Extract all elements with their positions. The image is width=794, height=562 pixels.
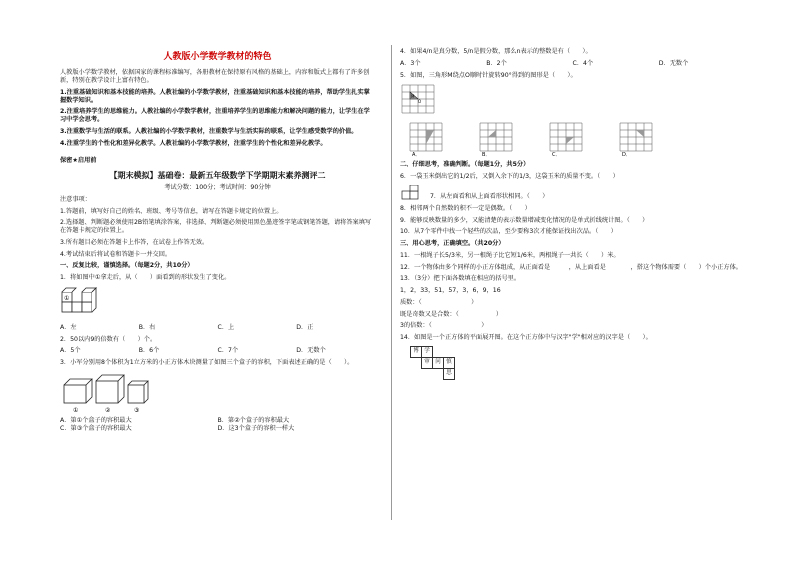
q13-numbers: 1，2，33，51，57，3，6，9，16: [400, 287, 501, 294]
q7-row: [400, 185, 745, 201]
box-label-3: ③: [134, 406, 140, 414]
note-2: 2.选择题、判断题必须使用2B铅笔填涂答案，非选择、判断题必须使用黑色墨迹签字笔或钢笔答题，请将答案填写在答题卡规定的位置上。: [60, 219, 372, 234]
q1-option-b[interactable]: B．右: [138, 323, 156, 331]
question-8: 8．相邻两个自然数的积不一定是偶数。（ ）: [400, 204, 531, 212]
column-divider: [391, 45, 392, 520]
q3-options: [60, 417, 375, 433]
q5-fig-b[interactable]: [478, 121, 518, 157]
exam-title: 【期末模拟】基础卷：最新五年级数学下学期期末素养测评二: [109, 171, 326, 180]
net-cell: 慎: [444, 357, 455, 368]
net-cell: 学: [422, 346, 433, 357]
o-label: O: [418, 99, 422, 105]
q5-fig-d[interactable]: [618, 121, 658, 157]
net-cell: 思: [444, 368, 455, 379]
left-column: [60, 48, 375, 436]
intro-paragraph: 人教版小学数学教材，依据国家的课程标准编写，各册教材在保持原有风格的基础上，内容和版式上都有了许多创新，特别在教学设计上富有特色。: [60, 69, 370, 84]
q1-cube-figure: [60, 286, 120, 322]
net-cell: 问: [433, 357, 444, 368]
question-7: 7．从左面看和从上面看形状相同。（ ）: [430, 193, 549, 200]
q13-primes[interactable]: 质数：（ ）: [400, 298, 478, 306]
q1-options: [60, 324, 375, 332]
box-label-2: ②: [105, 406, 111, 414]
section-3-heading: 三、用心思考，正确填空。（共20分）: [400, 240, 505, 247]
header-title: 人教版小学数学教材的特色: [163, 52, 272, 62]
q4-option-c[interactable]: C．4个: [572, 59, 594, 67]
fig-c-label: C．: [552, 152, 561, 158]
section-1-heading: 一、反复比较，谨慎选择。（每题2分，共10分）: [60, 262, 194, 270]
cube-net: [410, 346, 455, 380]
q2-option-b[interactable]: B．6个: [138, 347, 160, 355]
question-5: 5．如图，三角形M绕点O顺时针旋转90°得到的图形是（ ）。: [400, 71, 577, 79]
question-10: 10．从7个零件中找一个轻些的次品，至少要称3次才能保证找出次品。（ ）: [400, 228, 617, 236]
question-2: 2．50以内9的倍数有（ ）个。: [60, 335, 157, 343]
circle-1-label: ①: [64, 294, 70, 302]
q4-option-b[interactable]: B．2个: [486, 59, 507, 67]
exam-info: 考试分数：100分；考试时间：90分钟: [164, 184, 271, 191]
q7-figure: [400, 185, 430, 201]
question-4: 4．如果4/n是真分数，5/n是假分数，那么n表示的整数是有（ ）。: [400, 48, 592, 55]
note-4: 4.考试结束后将试卷和答题卡一并交回。: [60, 250, 172, 258]
q3-option-a[interactable]: A．第①个盒子的容积最大: [60, 416, 132, 424]
feature-1: 1.注重基础知识和基本技能的培养。人教社编的小学数学教材，注重基础知识和基本技能的培养，帮助学生扎实掌握数学知识。: [60, 88, 370, 104]
q13-odd-composite[interactable]: 既是奇数又是合数：（ ）: [400, 310, 503, 318]
q3-boxes: [60, 371, 150, 415]
right-column: [400, 48, 745, 380]
question-9: 9．能够反映数量的多少，又能清楚的表示数量增减变化情况的是单式折线统计图。（ ）: [400, 216, 649, 224]
q2-option-d[interactable]: D．无数个: [296, 347, 326, 355]
question-3: 3．小军分别用8个体积为1立方米的小正方体木块测量了如图三个盒子的容积，下面表述正确的是（ ）。: [60, 359, 354, 366]
fig-b-label: B．: [482, 152, 491, 158]
q5-option-figures: [408, 121, 745, 157]
note-3: 3.所有题目必须在答题卡上作答，在试卷上作答无效。: [60, 238, 209, 246]
confidential-label: 保密★启用前: [60, 157, 97, 165]
question-11: 11．一根绳子长5/3米，另一根绳子比它短1/6米，两根绳子一共长（ ）米。: [400, 251, 620, 259]
fig-a-label: A．: [412, 152, 421, 158]
section-2-heading: 二、仔细思考，准确判断。（每题1分，共5分）: [400, 161, 530, 169]
m-label: M: [411, 94, 415, 100]
q1-option-a[interactable]: A．左: [60, 323, 77, 331]
question-12: 12．一个物体由多个同样的小正方体组成，从正面看是 ，从上面看是 ，搭这个物体需要（ ）个小正方体。: [400, 263, 742, 271]
q2-option-c[interactable]: C．7个: [217, 347, 239, 355]
q2-option-a[interactable]: A．5个: [60, 347, 81, 355]
question-14: 14．如图是一个正方体的平面展开图。在这个正方体中与汉字"学"相对应的汉字是（ ）。: [400, 334, 652, 341]
q3-option-d[interactable]: D．这3个盒子的容积一样大: [217, 424, 295, 432]
notes-heading: 注意事项：: [60, 195, 91, 203]
feature-2: 2.注重培养学生的思维能力。人教社编的小学数学教材，注重培养学生的思维能力和解决问题的能力，让学生在学习中学会思考。: [60, 108, 370, 123]
question-6: 6．一袋玉米倒出它的1/2后，又倒入余下的1/3，这袋玉米的质量不变。（ ）: [400, 173, 619, 180]
q4-option-d[interactable]: D．无数个: [658, 59, 689, 67]
note-1: 1.答题前，填写好自己的姓名、班级、考号等信息，请写在答题卡规定的位置上。: [60, 207, 283, 215]
question-13: 13．（3分）把下面各数填在相应的括号里。: [400, 275, 521, 283]
net-cell: 审: [422, 357, 433, 368]
q5-fig-a[interactable]: [408, 121, 448, 157]
q3-box-figures: [60, 371, 375, 415]
q4-options: [400, 60, 745, 68]
q5-fig-c[interactable]: [548, 121, 588, 157]
q4-option-a[interactable]: A．3个: [400, 59, 421, 67]
q2-options: [60, 347, 375, 355]
q3-option-c[interactable]: C．第③个盒子的容积最大: [60, 424, 132, 432]
q1-option-d[interactable]: D．正: [296, 323, 314, 331]
q1-option-c[interactable]: C．上: [217, 323, 235, 331]
net-cell: 博: [411, 346, 422, 357]
box-label-1: ①: [73, 406, 79, 414]
q3-option-b[interactable]: B．第②个盒子的容积最大: [217, 416, 290, 424]
feature-3: 3.注重数学与生活的联系。人教社编的小学数学教材，注重数学与生活实际的联系，让学生感受数学的价值。: [60, 127, 358, 135]
fig-d-label: D．: [622, 152, 631, 158]
q13-multiples-of-3[interactable]: 3的倍数：（ ）: [400, 322, 488, 330]
q5-original-figure: [400, 83, 440, 115]
question-1: 1．将如图中①拿走后，从（ ）面看到的形状发生了变化。: [60, 274, 231, 281]
feature-4: 4.注重学生的个性化和差异化教学。人教社编的小学数学教材，注重学生的个性化和差异化教学。: [60, 139, 327, 147]
